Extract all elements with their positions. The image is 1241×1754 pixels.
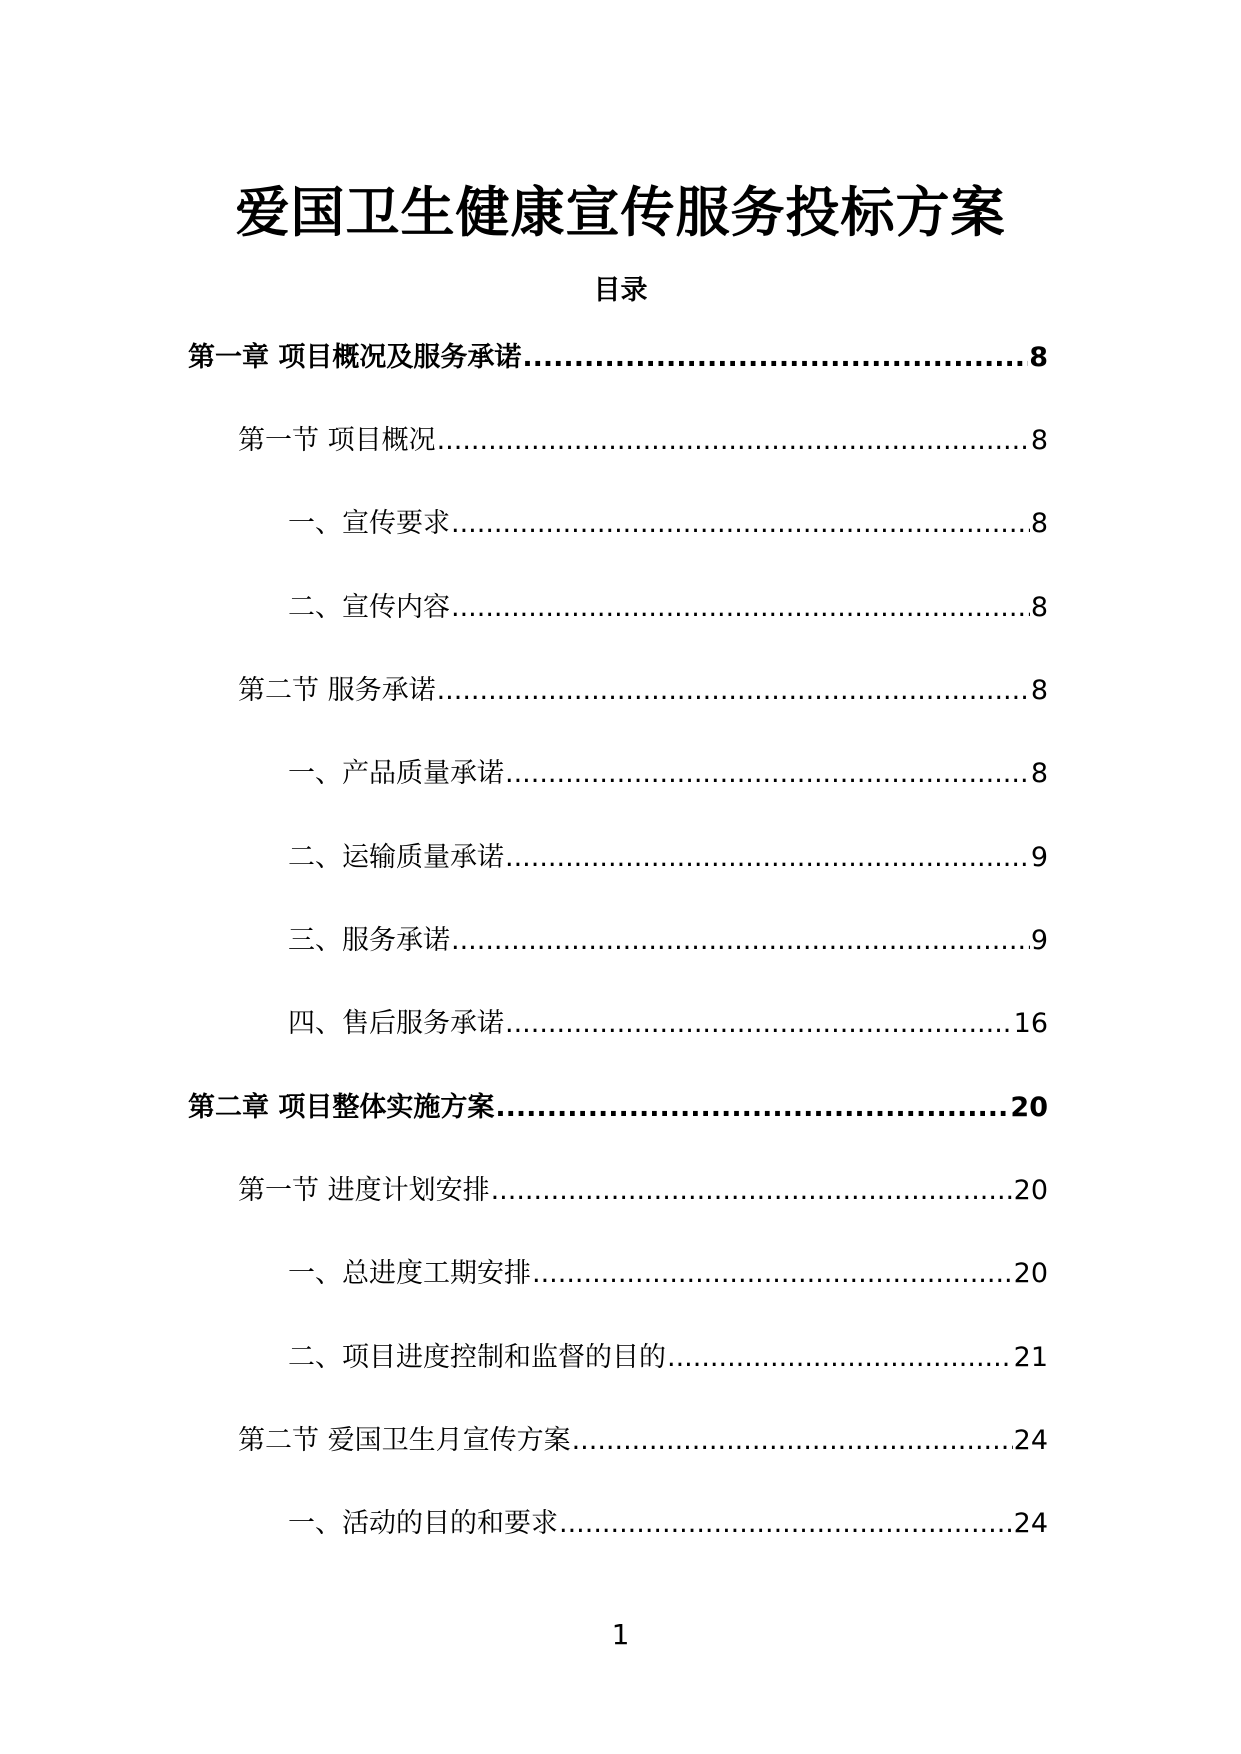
toc-heading: 目录 [593, 275, 648, 306]
toc-entry-label: 一、宣传要求 [288, 508, 450, 539]
toc-entry-page: 20 [1010, 1092, 1048, 1123]
toc-dot-leader [559, 1504, 1013, 1544]
toc-entry-page: 8 [1030, 425, 1048, 456]
toc-entry-page: 21 [1013, 1342, 1048, 1373]
toc-entry-subsection[interactable] [288, 1004, 1048, 1044]
toc-entry-label: 二、运输质量承诺 [288, 842, 504, 873]
toc-entry-subsection[interactable] [288, 1254, 1048, 1294]
toc-dot-leader [495, 1088, 1009, 1128]
toc-entry-label: 第二节 爱国卫生月宣传方案 [238, 1425, 571, 1456]
toc-entry-section[interactable] [238, 421, 1048, 461]
toc-entry-subsection[interactable] [288, 921, 1048, 961]
toc-entry-section[interactable] [238, 1171, 1048, 1211]
toc-dot-leader [505, 1004, 1013, 1044]
toc-dot-leader [505, 838, 1030, 878]
toc-entry-chapter-2[interactable] [188, 1088, 1048, 1128]
toc-dot-leader [572, 1421, 1013, 1461]
toc-dot-leader [505, 754, 1030, 794]
toc-dot-leader [451, 504, 1030, 544]
toc-dot-leader [437, 671, 1030, 711]
toc-entry-label: 第二节 服务承诺 [238, 675, 436, 706]
toc-entry-page: 9 [1030, 925, 1048, 956]
toc-entry-label: 一、产品质量承诺 [288, 758, 504, 789]
toc-entry-page: 20 [1013, 1175, 1048, 1206]
toc-entry-page: 24 [1013, 1425, 1048, 1456]
toc-entry-label: 一、活动的目的和要求 [288, 1508, 558, 1539]
document-title: 爱国卫生健康宣传服务投标方案 [235, 181, 1006, 244]
toc-entry-page: 8 [1030, 592, 1048, 623]
toc-entry-page: 8 [1030, 675, 1048, 706]
toc-entry-subsection[interactable] [288, 838, 1048, 878]
toc-entry-page: 9 [1030, 842, 1048, 873]
toc-entry-page: 8 [1030, 758, 1048, 789]
toc-entry-subsection[interactable] [288, 754, 1048, 794]
toc-entry-subsection[interactable] [288, 588, 1048, 628]
toc-entry-label: 二、项目进度控制和监督的目的 [288, 1342, 666, 1373]
toc-entry-page: 8 [1029, 342, 1048, 373]
toc-dot-leader [451, 921, 1030, 961]
toc-entry-page: 24 [1013, 1508, 1048, 1539]
toc-entry-section[interactable] [238, 1421, 1048, 1461]
toc-entry-page: 20 [1013, 1258, 1048, 1289]
toc-entry-subsection[interactable] [288, 1504, 1048, 1544]
toc-dot-leader [437, 421, 1030, 461]
toc-entry-label: 第二章 项目整体实施方案 [188, 1092, 495, 1123]
toc-entry-label: 第一章 项目概况及服务承诺 [188, 342, 522, 373]
toc-entry-label: 第一节 项目概况 [238, 425, 436, 456]
toc-entry-section[interactable] [238, 671, 1048, 711]
toc-entry-label: 二、宣传内容 [288, 592, 450, 623]
toc-dot-leader [532, 1254, 1013, 1294]
toc-entry-label: 三、服务承诺 [288, 925, 450, 956]
toc-entry-label: 四、售后服务承诺 [288, 1008, 504, 1039]
toc-dot-leader [522, 338, 1028, 378]
toc-entry-label: 一、总进度工期安排 [288, 1258, 531, 1289]
toc-entry-chapter-1[interactable] [188, 338, 1048, 378]
toc-entry-page: 8 [1030, 508, 1048, 539]
toc-dot-leader [667, 1338, 1013, 1378]
toc-entry-subsection[interactable] [288, 1338, 1048, 1378]
toc-dot-leader [491, 1171, 1013, 1211]
toc-entry-page: 16 [1013, 1008, 1048, 1039]
toc-entry-label: 第一节 进度计划安排 [238, 1175, 490, 1206]
page-number: 1 [611, 1618, 630, 1651]
toc-dot-leader [451, 588, 1030, 628]
toc-entry-subsection[interactable] [288, 504, 1048, 544]
